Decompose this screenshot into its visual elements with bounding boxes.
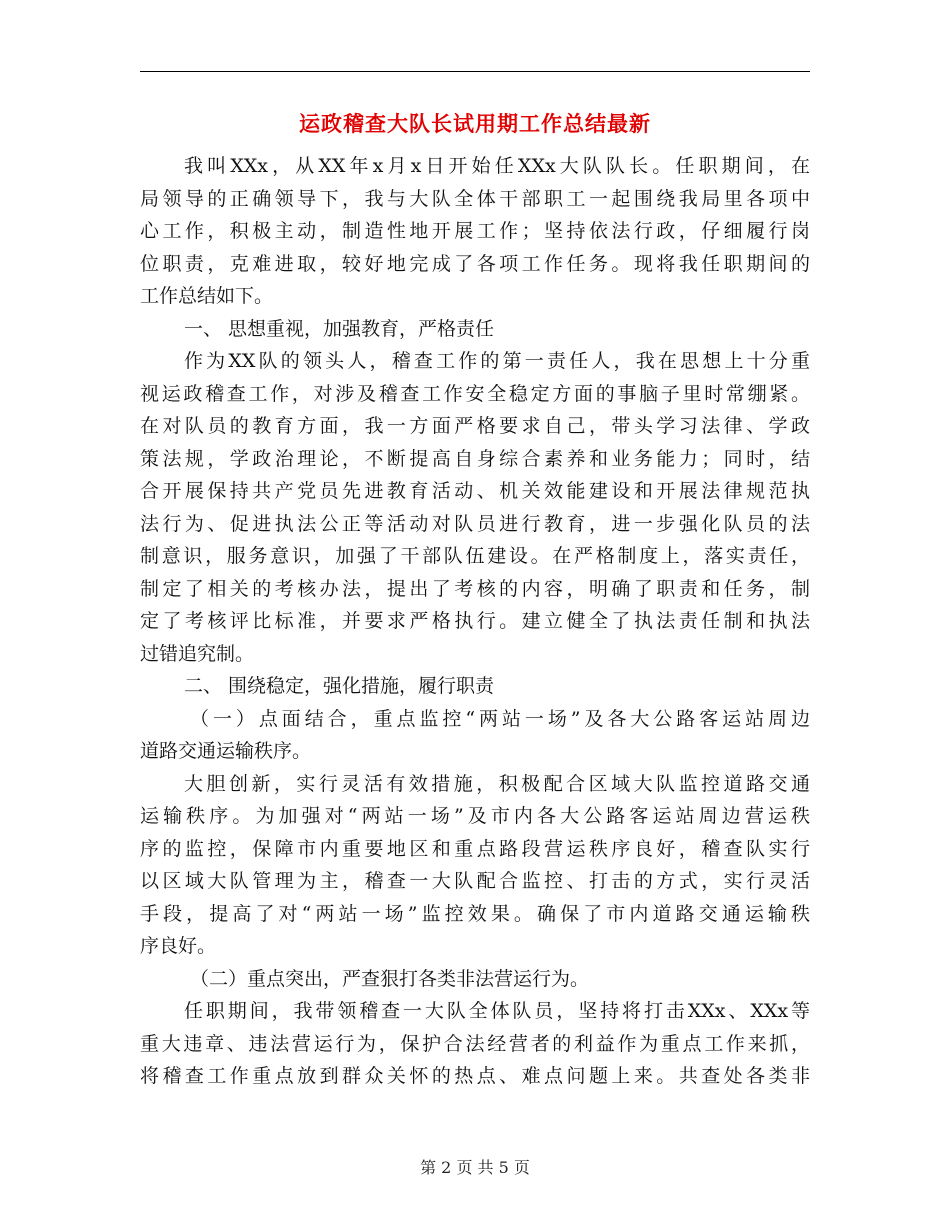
body-line: 局领导的正确领导下，我与大队全体干部职工一起围绕我局里各项中: [140, 187, 810, 210]
body-line: 重大违章、违法营运行为，保护合法经营者的利益作为重点工作来抓，: [140, 1032, 810, 1055]
body-line: 心工作，积极主动，制造性地开展工作；坚持依法行政，仔细履行岗: [140, 220, 810, 242]
body-line: 二、 围绕稳定，强化措施，履行职责: [184, 675, 495, 697]
body-line: 位职责，克难进取，较好地完成了各项工作任务。现将我任职期间的: [140, 252, 810, 275]
body-line: 在对队员的教育方面，我一方面严格要求自己，带头学习法律、学政: [140, 415, 810, 437]
body-line: 制意识，服务意识，加强了干部队伍建设。在严格制度上，落实责任，: [140, 545, 810, 567]
body-line: 视运政稽查工作，对涉及稽查工作安全稳定方面的事脑子里时常绷紧。: [140, 382, 810, 405]
body-line: 以区域大队管理为主，稽查一大队配合监控、打击的方式，实行灵活: [140, 870, 810, 892]
body-line: 作为XX队的领头人，稽查工作的第一责任人，我在思想上十分重: [184, 350, 810, 372]
body-line: 合开展保持共产党员先进教育活动、机关效能建设和开展法律规范执: [140, 480, 810, 502]
body-line: 任职期间，我带领稽查一大队全体队员，坚持将打击XXx、XXx等: [184, 1000, 810, 1022]
body-line: 序良好。: [140, 935, 217, 957]
body-line: （二）重点突出，严查狠打各类非法营运行为。: [190, 967, 590, 990]
body-line: 一、 思想重视，加强教育，严格责任: [184, 317, 495, 340]
body-line: 序的监控，保障市内重要地区和重点路段营运秩序良好，稽查队实行: [140, 837, 810, 860]
body-line: 运输秩序。为加强对“两站一场”及市内各大公路客运站周边营运秩: [140, 805, 810, 827]
body-line: 大胆创新，实行灵活有效措施，积极配合区域大队监控道路交通: [184, 772, 810, 795]
body-line: 过错追究制。: [140, 642, 255, 665]
body-line: 道路交通运输秩序。: [140, 740, 312, 762]
body-line: 策法规，学政治理论，不断提高自身综合素养和业务能力；同时，结: [140, 447, 810, 470]
page-footer: 第 2 页 共 5 页: [420, 1158, 530, 1177]
body-line: 法行为、促进执法公正等活动对队员进行教育，进一步强化队员的法: [140, 512, 810, 535]
body-line: 定了考核评比标准，并要求严格执行。建立健全了执法责任制和执法: [140, 610, 810, 632]
body-line: 手段，提高了对“两站一场”监控效果。确保了市内道路交通运输秩: [140, 902, 810, 925]
body-line: 我叫XXx，从XX年x月x日开始任XXx大队队长。任职期间，在: [184, 155, 810, 177]
body-line: 将稽查工作重点放到群众关怀的热点、难点问题上来。共查处各类非: [140, 1065, 810, 1087]
document-title: 运政稽查大队长试用期工作总结最新: [299, 112, 651, 136]
header-rule: [140, 71, 810, 72]
document-body: [140, 150, 810, 1093]
body-line: （一）点面结合，重点监控“两站一场”及各大公路客运站周边: [190, 707, 810, 730]
body-line: 制定了相关的考核办法，提出了考核的内容，明确了职责和任务，制: [140, 577, 810, 600]
body-line: 工作总结如下。: [140, 285, 274, 307]
